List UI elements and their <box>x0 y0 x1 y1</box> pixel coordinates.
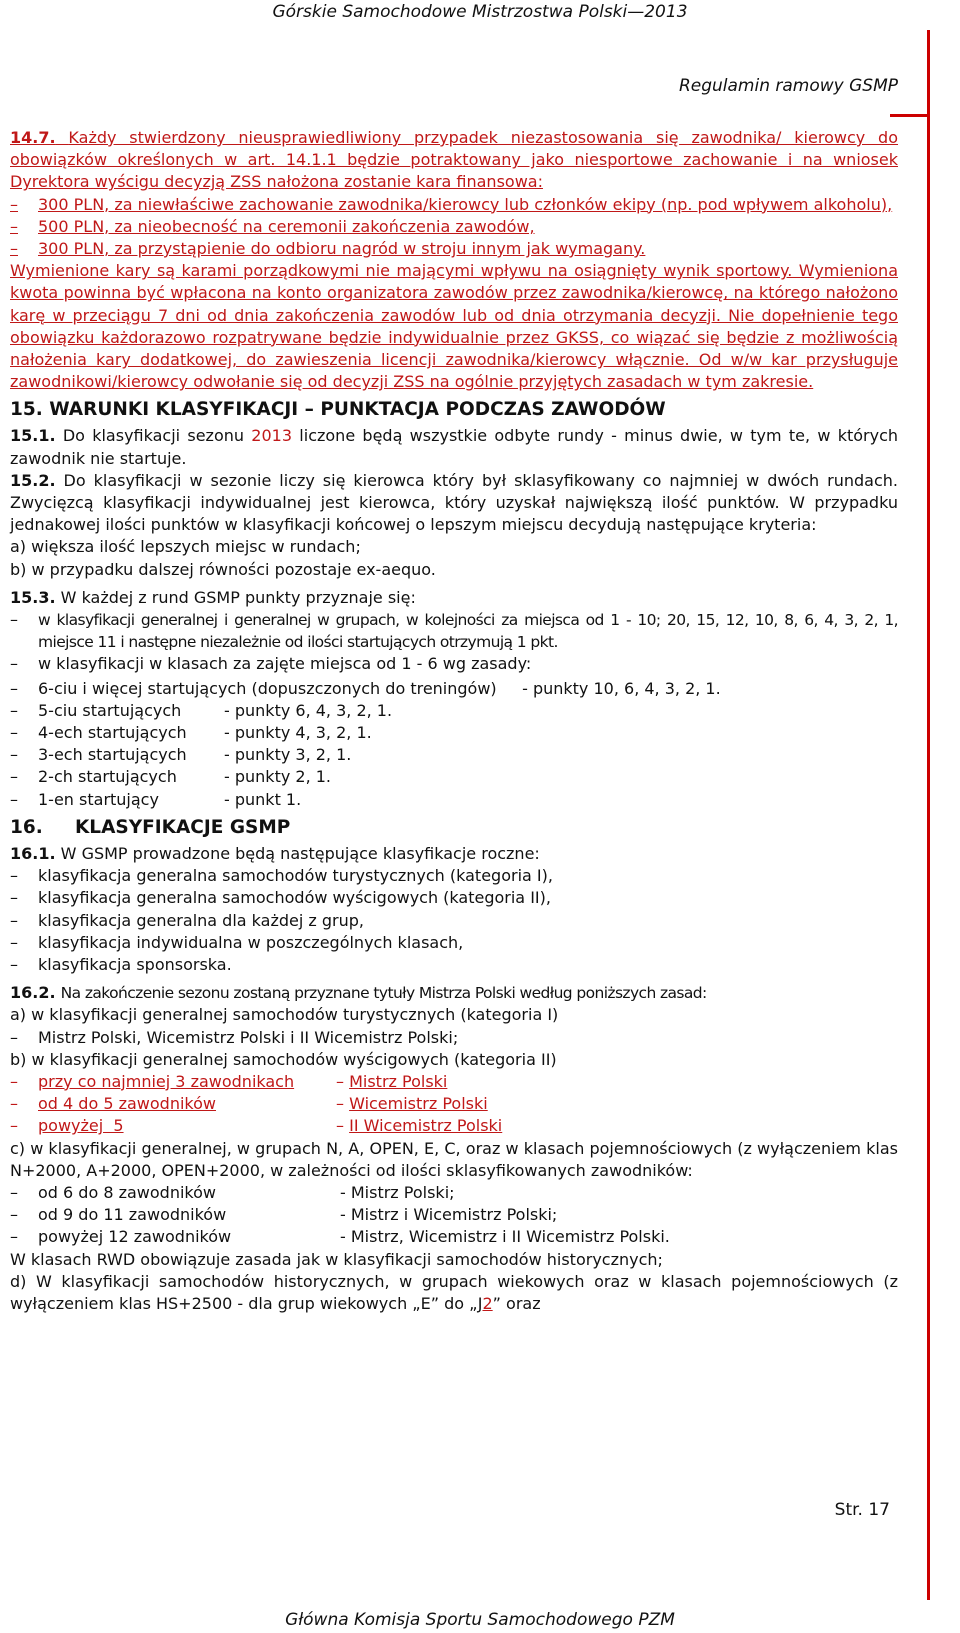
scale-row: – 6-ciu i więcej startujących (dopuszczonych do treningów) - punkty 10, 6, 4, 3, 2, 1. <box>10 678 721 698</box>
category-a: a) w klasyfikacji generalnej samochodów turystycznych (kategoria I) <box>10 1005 559 1025</box>
title-row: – od 6 do 8 zawodników - Mistrz Polski; <box>10 1182 455 1202</box>
para-16-1: 16.1. W GSMP prowadzone będą następujące klasyfikacje roczne: <box>10 843 540 863</box>
list-item: – 300 PLN, za przystąpienie do odbioru nagród w stroju innym jak wymagany. <box>10 239 646 259</box>
list-item: – w klasyfikacji w klasach za zajęte miejsca od 1 - 6 wg zasady: <box>10 654 532 674</box>
category-b: b) w klasyfikacji generalnej samochodów wyścigowych (kategoria II) <box>10 1049 557 1069</box>
section-heading-15: 15. WARUNKI KLASYFIKACJI – PUNKTACJA PODCZAS ZAWODÓW <box>10 399 666 421</box>
para-text: Każdy stwierdzony nieusprawiedliwiony przypadek niezastosowania się zawodnika/ kierowcy do obowiązków określonych w art. 14.1.1 będzie potraktowany jako niesportowe zachowanie i na wniosek Dyrektora wyścigu decyzją ZSS nałożona zostanie kara finansowa: <box>10 128 899 192</box>
list-item: – 500 PLN, za nieobecność na ceremonii zakończenia zawodów, <box>10 216 535 236</box>
para-15-2: 15.2. Do klasyfikacji w sezonie liczy się kierowca który był sklasyfikowany co najmniej w dwóch rundach. Zwycięzcą klasyfikacji indywidualnej jest kierowca, który uzyskał największą ilość punktów. W przypadku jednakowej ilości punktów w klasyfikacji końcowej o lepszym miejscu decydują następujące kryteria: <box>10 470 898 535</box>
para-15-1: 15.1. Do klasyfikacji sezonu 2013 liczone będą wszystkie odbyte rundy - minus dwie, w tym te, w których zawodnik nie startuje. <box>10 426 899 468</box>
document-body <box>10 127 898 1315</box>
para-14-7 <box>10 127 898 194</box>
list-item: – klasyfikacja indywidualna w poszczególnych klasach, <box>10 932 464 952</box>
category-d: d) W klasyfikacji samochodów historycznych, w grupach wiekowych oraz w klasach pojemnościowych (z wyłączeniem klas HS+2500 - dla grup wiekowych „E” do „J2” oraz <box>10 1271 898 1313</box>
category-c: c) w klasyfikacji generalnej, w grupach N, A, OPEN, E, C, oraz w klasach pojemnościowych (z wyłączeniem klas N+2000, A+2000, OPEN+2000, w zależności od ilości sklasyfikowanych zawodników: <box>10 1138 898 1180</box>
scale-row: – 1-en startujący - punkt 1. <box>10 789 302 809</box>
title-row: – powyżej 5 – II Wicemistrz Polski <box>10 1116 503 1136</box>
page-number: Str. 17 <box>834 1500 890 1520</box>
footer-org: Główna Komisja Sportu Samochodowego PZM <box>285 1610 675 1630</box>
para-16-2: 16.2. Na zakończenie sezonu zostaną przyznane tytuły Mistrza Polski według poniższych zasad: <box>10 983 707 1003</box>
list-item: – klasyfikacja sponsorska. <box>10 954 232 974</box>
header-rule <box>890 114 930 117</box>
rwd-rule: W klasach RWD obowiązuje zasada jak w klasyfikacji samochodów historycznych; <box>10 1249 663 1269</box>
header-title: Górskie Samochodowe Mistrzostwa Polski—2013 <box>272 2 688 22</box>
para-number: 14.7. <box>10 128 56 147</box>
penalty-note: Wymienione kary są karami porządkowymi nie mającymi wpływu na osiągnięty wynik sportowy. Wymieniona kwota powinna być wpłacona na konto organizatora zawodów przez zawodnika/kierowcę, na którego nałożono karę w przeciągu 7 dni od dnia zakończenia zawodów lub od dnia otrzymania decyzji. Nie dopełnienie tego obowiązku każdorazowo rozpatrywane będzie indywidualnie przez GKSS, co wiązać się będzie z możliwością nałożenia kary dodatkowej, do zawieszenia licencji zawodnika/kierowcy włącznie. Od w/w kar przysługuje zawodnikowi/kierowcy odwołanie się od decyzji ZSS na ogólnie przyjętych zasadach w tym zakresie. <box>10 261 898 392</box>
list-item: – 300 PLN, za niewłaściwe zachowanie zawodnika/kierowcy lub członków ekipy (np. pod wpływem alkoholu), <box>10 194 893 214</box>
list-item: – klasyfikacja generalna dla każdej z grup, <box>10 910 364 930</box>
scale-row: – 3-ech startujących - punkty 3, 2, 1. <box>10 745 352 765</box>
header-subtitle: Regulamin ramowy GSMP <box>678 76 898 96</box>
margin-rule <box>927 30 930 1600</box>
list-item: – klasyfikacja generalna samochodów wyścigowych (kategoria II), <box>10 888 551 908</box>
criterion-a: a) większa ilość lepszych miejsc w rundach; <box>10 537 361 557</box>
scale-row: – 4-ech startujących - punkty 4, 3, 2, 1. <box>10 723 372 743</box>
list-item: – w klasyfikacji generalnej i generalnej w grupach, w kolejności za miejsca od 1 - 10; 20, 15, 12, 10, 8, 6, 4, 3, 2, 1, miejsce 11 i następne niezależnie od ilości startujących otrzymują 1 pkt. <box>10 610 898 652</box>
title-row: – przy co najmniej 3 zawodnikach – Mistrz Polski <box>10 1071 448 1091</box>
title-row: – od 4 do 5 zawodników – Wicemistrz Polski <box>10 1094 488 1114</box>
title-row: – od 9 do 11 zawodników - Mistrz i Wicemistrz Polski; <box>10 1205 558 1225</box>
para-15-3: 15.3. W każdej z rund GSMP punkty przyznaje się: <box>10 587 416 607</box>
title-row: – powyżej 12 zawodników - Mistrz, Wicemistrz i II Wicemistrz Polski. <box>10 1227 670 1247</box>
section-heading-16: 16. KLASYFIKACJE GSMP <box>10 816 291 838</box>
criterion-b: b) w przypadku dalszej równości pozostaje ex-aequo. <box>10 559 436 579</box>
scale-row: – 5-ciu startujących - punkty 6, 4, 3, 2, 1. <box>10 700 393 720</box>
list-item: – Mistrz Polski, Wicemistrz Polski i II Wicemistrz Polski; <box>10 1027 459 1047</box>
scale-row: – 2-ch startujących - punkty 2, 1. <box>10 767 332 787</box>
list-item: – klasyfikacja generalna samochodów turystycznych (kategoria I), <box>10 866 553 886</box>
